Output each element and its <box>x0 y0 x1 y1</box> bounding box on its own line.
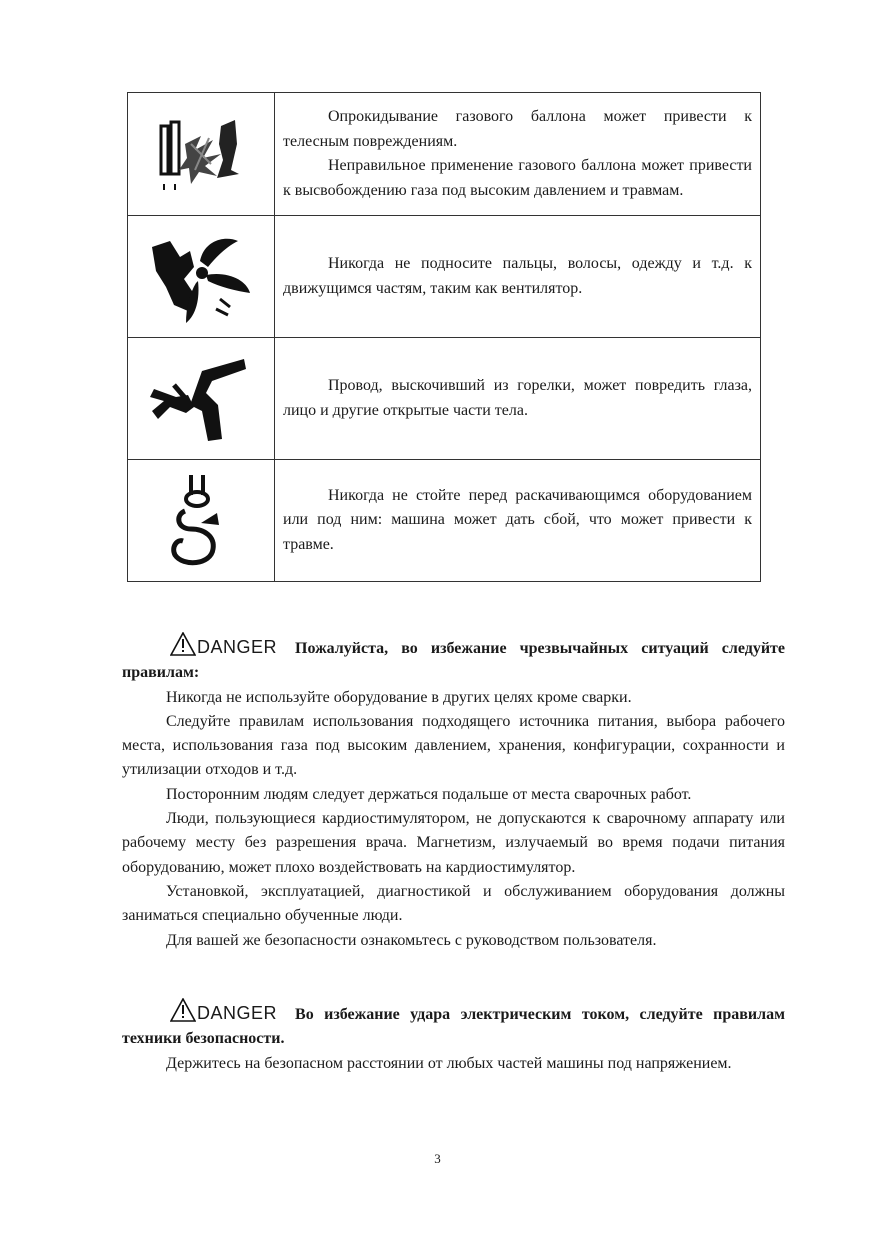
danger-label: DANGER <box>197 637 278 657</box>
danger-heading-text: Во избежание удара электрическим током, следуйте правилам техники безопасности. <box>122 1006 785 1048</box>
hazard-text-cell <box>275 93 761 216</box>
body-paragraph: Посторонним людям следует держаться подальше от места сварочных работ. <box>166 785 692 803</box>
body-paragraph: Держитесь на безопасном расстоянии от любых частей машины под напряжением. <box>166 1054 732 1072</box>
hazard-icon-cell <box>128 93 275 216</box>
hazard-text-cell <box>275 216 761 338</box>
danger-mark <box>170 998 277 1025</box>
body-paragraph: Для вашей же безопасности ознакомьтесь с руководством пользователя. <box>166 931 657 949</box>
danger-mark <box>170 632 277 659</box>
hook-icon <box>161 471 241 571</box>
danger-section-electric-shock <box>122 998 785 1076</box>
danger-heading-text: Пожалуйста, во избежание чрезвычайных ситуаций следуйте правилам: <box>122 640 785 682</box>
hazard-text-cell <box>275 338 761 460</box>
page-number: 3 <box>434 1151 441 1166</box>
hazard-text: Опрокидывание газового баллона может привести к телесным повреждениям. <box>283 108 752 150</box>
hazard-row <box>128 460 761 582</box>
body-paragraph: Установкой, эксплуатацией, диагностикой и обслуживанием оборудования должны заниматься специально обученные люди. <box>122 882 785 925</box>
hazard-icon-cell <box>128 216 275 338</box>
hazard-text: Провод, выскочивший из горелки, может повредить глаза, лицо и другие открытые части тела. <box>283 377 752 419</box>
danger-label: DANGER <box>197 1003 278 1023</box>
body-paragraph: Никогда не используйте оборудование в других целях кроме сварки. <box>166 688 632 706</box>
hazard-text-cell <box>275 460 761 582</box>
torch-wire-hand-icon <box>146 349 256 449</box>
danger-section-emergency <box>122 632 785 953</box>
danger-heading <box>122 998 785 1052</box>
hazard-icon-cell <box>128 338 275 460</box>
body-paragraph: Следуйте правилам использования подходящего источника питания, выбора рабочего места, использования газа под высоким давлением, хранения, конфигурации, сохранности и утилизации отходов и т.д. <box>122 712 785 779</box>
warning-triangle-icon <box>170 632 196 656</box>
hazard-icon-cell <box>128 460 275 582</box>
body-paragraph: Люди, пользующиеся кардиостимулятором, не допускаются к сварочному аппарату или рабочему месту без разрешения врача. Магнетизм, излучаемый во время подачи питания оборудованию, может плохо воздействовать на кардиостимулятор. <box>122 810 785 876</box>
hazard-row <box>128 93 761 216</box>
hazard-text: Никогда не подносите пальцы, волосы, одежду и т.д. к движущимся частям, таким как вентилятор. <box>283 255 752 297</box>
warning-triangle-icon <box>170 998 196 1022</box>
hand-fan-blade-icon <box>146 227 256 327</box>
hazard-row <box>128 338 761 460</box>
hazard-row <box>128 216 761 338</box>
hazard-text: Никогда не стойте перед раскачивающимся оборудованием или под ним: машина может дать сбой, что может привести к травме. <box>283 486 752 553</box>
danger-heading <box>122 632 785 686</box>
hazard-text: Неправильное применение газового баллона может привести к высвобождению газа под высоким давлением и травмам. <box>283 157 752 199</box>
hazard-table <box>127 92 761 582</box>
gas-cylinder-burst-icon <box>151 114 251 194</box>
